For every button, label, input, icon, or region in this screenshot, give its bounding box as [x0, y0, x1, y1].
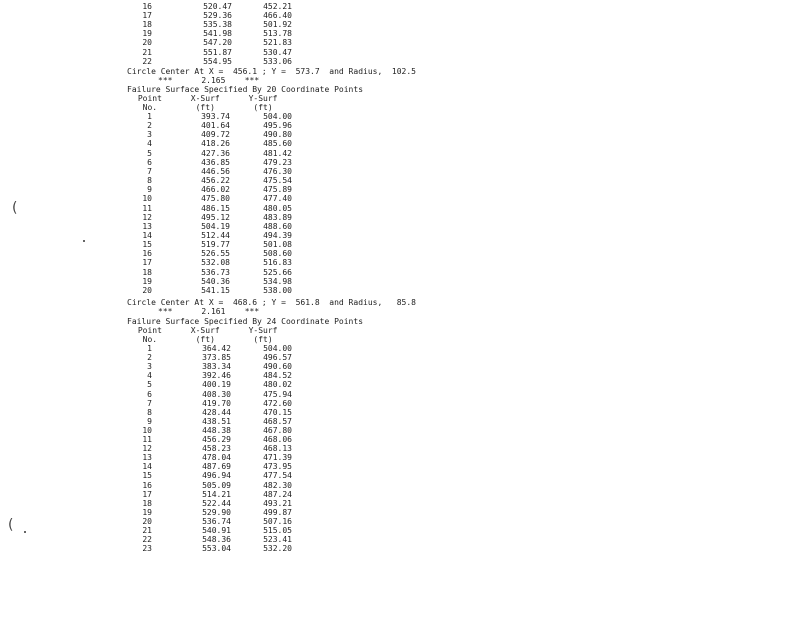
table-cell-point: 1: [147, 344, 152, 353]
table-cell-point: 3: [147, 362, 152, 372]
table-cell-x-surf: 458.23: [202, 444, 231, 454]
table-cell-x-surf: 496.94: [202, 471, 231, 481]
table-cell-y-surf: 499.87: [263, 507, 292, 517]
block3-header-2: No. (ft) (ft): [133, 335, 273, 344]
table-cell-y-surf: 481.42: [263, 148, 292, 158]
circle-center-line-2: Circle Center At X = 468.6 ; Y = 561.8 and Radius, 85.8: [127, 298, 416, 307]
block2-header-1: Point X-Surf Y-Surf: [133, 94, 278, 103]
table-cell-x-surf: 504.19: [201, 221, 230, 231]
table-cell-y-surf: 490.80: [263, 130, 292, 140]
table-cell-point: 18: [142, 267, 152, 277]
table-cell-point: 10: [142, 425, 152, 435]
table-cell-point: 21: [142, 526, 152, 535]
table-cell-y-surf: 530.47: [263, 47, 292, 57]
table-cell-y-surf: 504.00: [263, 344, 292, 353]
table-cell-point: 20: [142, 516, 152, 526]
table-cell-x-surf: 456.29: [202, 435, 231, 444]
table-cell-point: 12: [142, 212, 152, 222]
table-cell-point: 20: [142, 285, 152, 295]
table-cell-x-surf: 438.51: [202, 416, 231, 426]
table-cell-y-surf: 507.16: [263, 516, 292, 526]
safety-factor-line-1: *** 2.165 ***: [158, 76, 260, 85]
table-cell-x-surf: 486.15: [201, 203, 230, 213]
table-cell-x-surf: 427.36: [201, 148, 230, 158]
table-cell-y-surf: 538.00: [263, 285, 292, 295]
table-cell-y-surf: 494.39: [263, 230, 292, 240]
table-cell-y-surf: 480.02: [263, 380, 292, 390]
table-cell-point: 19: [142, 276, 152, 286]
table-cell-x-surf: 478.04: [202, 453, 231, 463]
table-cell-point: 8: [147, 407, 152, 417]
table-cell-y-surf: 525.66: [263, 267, 292, 277]
safety-factor-line-2: *** 2.161 ***: [158, 307, 260, 316]
table-cell-y-surf: 466.40: [263, 11, 292, 21]
table-cell-x-surf: 548.36: [202, 535, 231, 545]
table-cell-y-surf: 484.52: [263, 371, 292, 381]
table-cell-x-surf: 418.26: [201, 139, 230, 149]
table-cell-point: 9: [147, 416, 152, 426]
table-cell-y-surf: 468.57: [263, 416, 292, 426]
table-cell-point: 19: [142, 29, 152, 39]
table-cell-point: 16: [142, 480, 152, 490]
table-cell-x-surf: 373.85: [202, 353, 231, 363]
table-cell-y-surf: 473.95: [263, 462, 292, 472]
table-cell-y-surf: 476.30: [263, 166, 292, 176]
table-cell-point: 18: [142, 20, 152, 30]
table-cell-x-surf: 540.91: [202, 526, 231, 535]
table-cell-x-surf: 446.56: [201, 166, 230, 176]
table-cell-x-surf: 419.70: [202, 398, 231, 408]
table-cell-y-surf: 475.89: [263, 185, 292, 195]
table-cell-y-surf: 516.83: [263, 258, 292, 268]
table-cell-y-surf: 513.78: [263, 29, 292, 39]
table-cell-y-surf: 487.24: [263, 489, 292, 499]
table-cell-point: 14: [142, 230, 152, 240]
table-cell-x-surf: 554.95: [203, 56, 232, 66]
table-cell-y-surf: 495.96: [263, 121, 292, 131]
table-cell-y-surf: 501.92: [263, 20, 292, 30]
table-cell-point: 11: [142, 203, 152, 213]
table-cell-point: 12: [142, 444, 152, 454]
table-cell-y-surf: 534.98: [263, 276, 292, 286]
table-cell-x-surf: 512.44: [201, 230, 230, 240]
table-cell-point: 11: [142, 435, 152, 444]
table-cell-point: 5: [147, 380, 152, 390]
table-cell-y-surf: 482.30: [263, 480, 292, 490]
table-cell-x-surf: 540.36: [201, 276, 230, 286]
table-cell-x-surf: 553.04: [202, 544, 231, 554]
table-cell-x-surf: 487.69: [202, 462, 231, 472]
table-cell-x-surf: 408.30: [202, 389, 231, 399]
table-cell-point: 6: [147, 157, 152, 167]
table-cell-y-surf: 521.83: [263, 38, 292, 48]
table-cell-point: 20: [142, 38, 152, 48]
table-cell-point: 22: [142, 56, 152, 66]
table-cell-y-surf: 467.80: [263, 425, 292, 435]
table-cell-point: 23: [142, 544, 152, 554]
table-cell-x-surf: 409.72: [201, 130, 230, 140]
table-cell-y-surf: 515.05: [263, 526, 292, 535]
table-cell-y-surf: 508.60: [263, 249, 292, 259]
table-cell-point: 21: [142, 47, 152, 57]
table-cell-y-surf: 472.60: [263, 398, 292, 408]
scan-artifact-dot: [83, 240, 85, 242]
circle-center-line-1: Circle Center At X = 456.1 ; Y = 573.7 and Radius, 102.5: [127, 67, 416, 76]
table-cell-x-surf: 536.74: [202, 516, 231, 526]
table-cell-point: 2: [147, 121, 152, 131]
table-cell-x-surf: 547.20: [203, 38, 232, 48]
table-cell-y-surf: 533.06: [263, 56, 292, 66]
block3-title: Failure Surface Specified By 24 Coordinate Points: [127, 317, 364, 326]
table-cell-x-surf: 436.85: [201, 157, 230, 167]
table-cell-x-surf: 466.02: [201, 185, 230, 195]
table-cell-y-surf: 496.57: [263, 353, 292, 363]
table-cell-point: 16: [142, 2, 152, 11]
table-cell-y-surf: 470.15: [263, 407, 292, 417]
table-cell-x-surf: 392.46: [202, 371, 231, 381]
table-cell-point: 18: [142, 498, 152, 508]
table-cell-y-surf: 480.05: [263, 203, 292, 213]
table-cell-y-surf: 501.08: [263, 240, 292, 250]
table-cell-point: 13: [142, 453, 152, 463]
table-cell-x-surf: 428.44: [202, 407, 231, 417]
table-cell-y-surf: 468.13: [263, 444, 292, 454]
table-cell-y-surf: 477.54: [263, 471, 292, 481]
table-cell-point: 8: [147, 176, 152, 186]
table-cell-x-surf: 475.80: [201, 194, 230, 204]
table-cell-point: 5: [147, 148, 152, 158]
table-cell-point: 4: [147, 371, 152, 381]
table-cell-x-surf: 520.47: [203, 2, 232, 11]
table-cell-point: 19: [142, 507, 152, 517]
scan-artifact-dot: [24, 531, 26, 533]
table-cell-y-surf: 452.21: [263, 2, 292, 11]
table-cell-x-surf: 532.08: [201, 258, 230, 268]
table-cell-y-surf: 477.40: [263, 194, 292, 204]
table-cell-point: 13: [142, 221, 152, 231]
table-cell-x-surf: 495.12: [201, 212, 230, 222]
scan-artifact-mark: (: [12, 200, 18, 216]
table-cell-x-surf: 535.38: [203, 20, 232, 30]
table-cell-x-surf: 400.19: [202, 380, 231, 390]
table-cell-point: 22: [142, 535, 152, 545]
table-cell-point: 17: [142, 11, 152, 21]
table-cell-point: 10: [142, 194, 152, 204]
table-cell-x-surf: 541.15: [201, 285, 230, 295]
table-cell-x-surf: 529.90: [202, 507, 231, 517]
table-cell-point: 7: [147, 166, 152, 176]
scan-artifact-mark: (: [8, 517, 14, 533]
block2-title: Failure Surface Specified By 20 Coordinate Points: [127, 85, 364, 94]
table-cell-x-surf: 541.98: [203, 29, 232, 39]
table-cell-point: 14: [142, 462, 152, 472]
table-cell-point: 17: [142, 258, 152, 268]
table-cell-y-surf: 471.39: [263, 453, 292, 463]
table-cell-point: 15: [142, 240, 152, 250]
table-cell-point: 16: [142, 249, 152, 259]
table-cell-x-surf: 551.87: [203, 47, 232, 57]
block3-header-1: Point X-Surf Y-Surf: [133, 326, 278, 335]
table-cell-y-surf: 493.21: [263, 498, 292, 508]
table-cell-y-surf: 483.89: [263, 212, 292, 222]
table-cell-point: 6: [147, 389, 152, 399]
table-cell-point: 4: [147, 139, 152, 149]
table-cell-y-surf: 475.94: [263, 389, 292, 399]
table-cell-point: 1: [147, 112, 152, 121]
table-cell-point: 3: [147, 130, 152, 140]
table-cell-y-surf: 468.06: [263, 435, 292, 444]
table-cell-x-surf: 522.44: [202, 498, 231, 508]
table-cell-y-surf: 479.23: [263, 157, 292, 167]
table-cell-x-surf: 456.22: [201, 176, 230, 186]
table-cell-x-surf: 448.38: [202, 425, 231, 435]
table-cell-x-surf: 536.73: [201, 267, 230, 277]
table-cell-y-surf: 523.41: [263, 535, 292, 545]
table-cell-point: 7: [147, 398, 152, 408]
table-cell-x-surf: 505.09: [202, 480, 231, 490]
table-cell-point: 2: [147, 353, 152, 363]
table-cell-point: 17: [142, 489, 152, 499]
table-cell-y-surf: 485.60: [263, 139, 292, 149]
table-cell-x-surf: 383.34: [202, 362, 231, 372]
table-cell-point: 15: [142, 471, 152, 481]
table-cell-x-surf: 526.55: [201, 249, 230, 259]
table-cell-x-surf: 514.21: [202, 489, 231, 499]
table-cell-x-surf: 364.42: [202, 344, 231, 353]
table-cell-x-surf: 393.74: [201, 112, 230, 121]
table-cell-y-surf: 475.54: [263, 176, 292, 186]
table-cell-point: 9: [147, 185, 152, 195]
table-cell-x-surf: 519.77: [201, 240, 230, 250]
table-cell-x-surf: 529.36: [203, 11, 232, 21]
table-cell-x-surf: 401.64: [201, 121, 230, 131]
table-cell-y-surf: 532.20: [263, 544, 292, 554]
block2-header-2: No. (ft) (ft): [133, 103, 273, 112]
table-cell-y-surf: 504.00: [263, 112, 292, 121]
table-cell-y-surf: 490.60: [263, 362, 292, 372]
table-cell-y-surf: 488.60: [263, 221, 292, 231]
